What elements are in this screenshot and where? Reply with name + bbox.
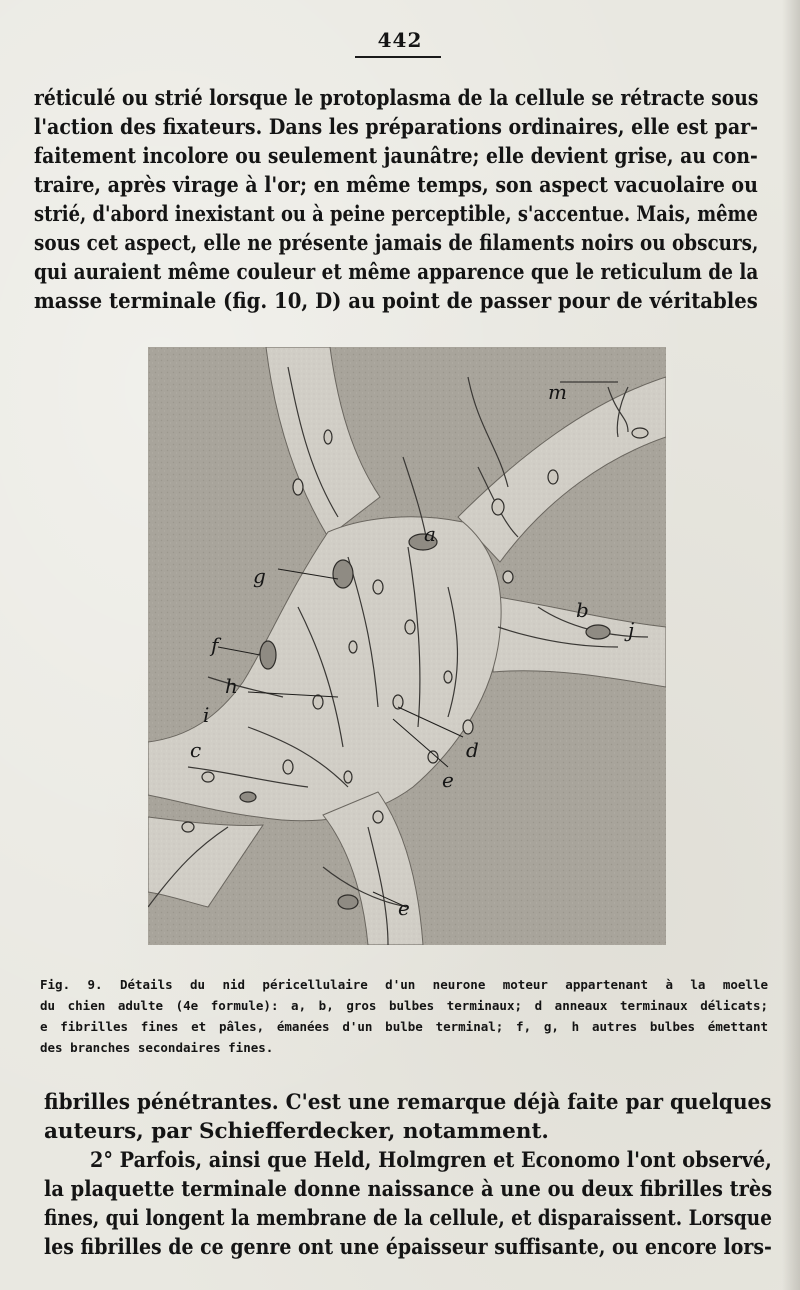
text-line: les fibrilles de ce genre ont une épaisseur suffisante, ou encore lors- xyxy=(44,1235,772,1260)
page-number: 442 xyxy=(377,28,423,52)
text-line: faitement incolore ou seulement jaunâtre; elle devient grise, au con- xyxy=(34,144,758,169)
text-line: 2° Parfois, ainsi que Held, Holmgren et Economo l'ont observé, xyxy=(90,1148,772,1173)
text-line: la plaquette terminale donne naissance à une ou deux fibrilles très xyxy=(44,1177,773,1202)
text-line: l'action des fixateurs. Dans les préparations ordinaires, elle est par- xyxy=(34,115,759,140)
label-a: a xyxy=(424,522,436,546)
text-line: traire, après virage à l'or; en même temps, son aspect vacuolaire ou xyxy=(34,173,758,198)
text-line: strié, d'abord inexistant ou à peine perceptible, s'accentue. Mais, même xyxy=(34,202,758,227)
text-line: sous cet aspect, elle ne présente jamais de filaments noirs ou obscurs, xyxy=(34,231,759,256)
text-line: réticulé ou strié lorsque le protoplasma de la cellule se rétracte sous xyxy=(34,86,759,111)
text-line: qui auraient même couleur et même apparence que le reticulum de la xyxy=(34,260,759,285)
label-e-upper: e xyxy=(442,768,454,792)
text-line: fines, qui longent la membrane de la cellule, et disparaissent. Lorsque xyxy=(44,1206,772,1231)
page-edge-shadow xyxy=(782,0,800,1290)
page-number-rule xyxy=(355,56,441,58)
neuron-drawing xyxy=(148,347,666,945)
label-h: h xyxy=(225,674,238,698)
caption-line: du chien adulte (4e formule): a, b, gros bulbes terminaux; d anneaux terminaux délicats; xyxy=(40,998,768,1013)
label-j: j xyxy=(628,618,635,642)
text-line: masse terminale (fig. 10, D) au point de passer pour de véritables xyxy=(34,289,758,314)
label-m: m xyxy=(548,380,567,404)
figure-9-illustration xyxy=(148,347,666,945)
caption-line: e fibrilles fines et pâles, émanées d'un bulbe terminal; f, g, h autres bulbes émettant xyxy=(40,1019,768,1034)
caption-line: Fig. 9. Détails du nid péricellulaire d'un neurone moteur appartenant à la moelle xyxy=(40,977,768,992)
label-g: g xyxy=(253,564,266,588)
text-line: fibrilles pénétrantes. C'est une remarque déjà faite par quelques xyxy=(44,1090,772,1115)
caption-line: des branches secondaires fines. xyxy=(40,1040,274,1055)
label-d: d xyxy=(466,738,479,762)
label-i: i xyxy=(203,703,210,727)
text-line: auteurs, par Schiefferdecker, notamment. xyxy=(44,1119,549,1144)
label-f: f xyxy=(211,633,219,657)
label-e-lower: e xyxy=(398,896,410,920)
label-c: c xyxy=(190,738,202,762)
label-b: b xyxy=(576,598,589,622)
